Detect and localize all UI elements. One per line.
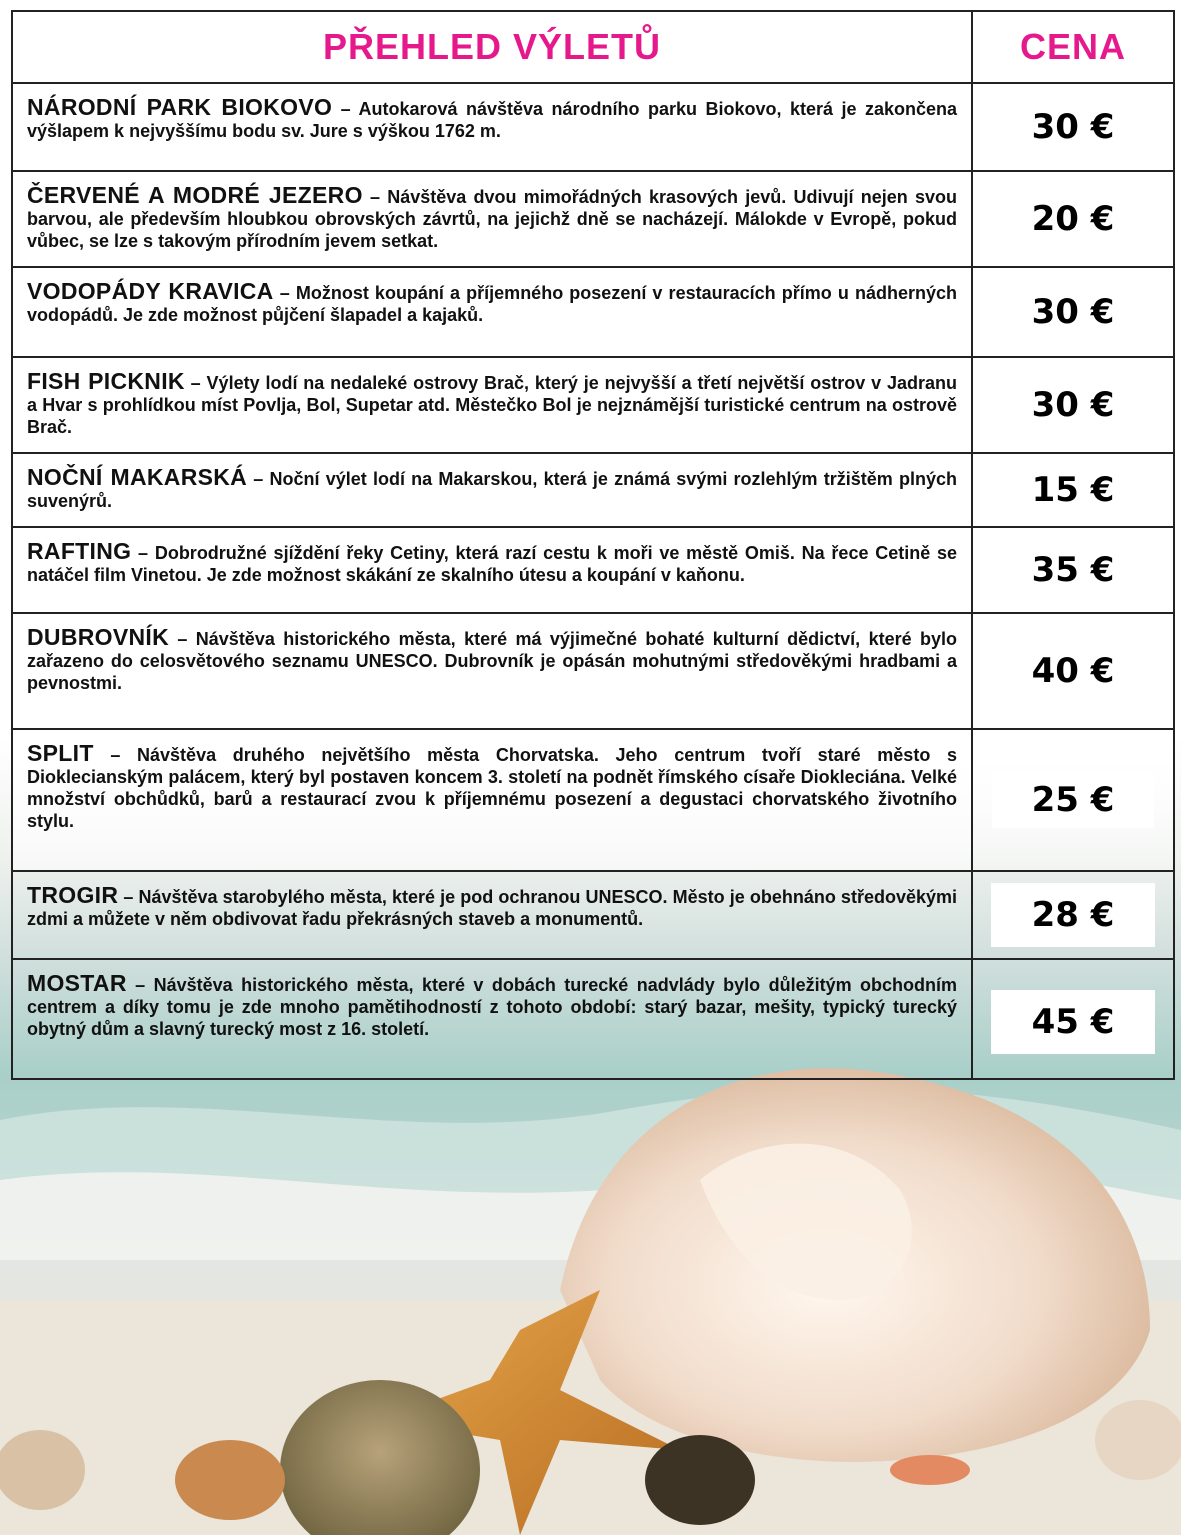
table-row [12, 171, 1174, 267]
trip-name: MOSTAR [27, 970, 127, 996]
trip-description [12, 357, 972, 453]
trip-text: – Návštěva historického města, které má výjimečné bohaté kulturní dědictví, které bylo zařazeno do celosvětového seznamu UNESCO. Dubrovník je opásán mohutnými středověkými hradbami a pevnostmi. [27, 629, 957, 693]
trip-name: DUBROVNÍK [27, 624, 169, 650]
trip-text: – Možnost koupání a příjemného posezení v restauracích přímo u nádherných vodopádů. Je zde možnost půjčení šlapadel a kajaků. [27, 283, 957, 325]
table-row [12, 527, 1174, 613]
trip-price: 35 € [972, 527, 1174, 613]
trip-description [12, 959, 972, 1079]
table-row [12, 453, 1174, 527]
trip-price: 20 € [972, 171, 1174, 267]
table-row [12, 959, 1174, 1079]
trip-price: 15 € [972, 453, 1174, 527]
trip-name: RAFTING [27, 538, 132, 564]
table-row [12, 267, 1174, 357]
trip-price: 40 € [972, 613, 1174, 729]
trip-name: SPLIT [27, 740, 94, 766]
trip-text: – Návštěva starobylého města, které je pod ochranou UNESCO. Město je obehnáno středověkými zdmi a můžete v něm obdivovat řadu překrásných staveb a monumentů. [27, 887, 957, 929]
table-row [12, 83, 1174, 171]
trip-description [12, 83, 972, 171]
table-header-row [12, 11, 1174, 83]
trip-description [12, 871, 972, 959]
trip-text: – Návštěva historického města, které v dobách turecké nadvlády bylo důležitým obchodním centrem a díky tomu je zde mnoho pamětihodností z tohoto období: starý bazar, mešity, typický turecký obytný dům a slavný turecký most z 16. století. [27, 975, 957, 1039]
trip-name: NOČNÍ MAKARSKÁ [27, 464, 248, 490]
table-row [12, 613, 1174, 729]
trip-description [12, 453, 972, 527]
trip-price-cell [972, 871, 1174, 959]
trip-price: 30 € [972, 357, 1174, 453]
table-row [12, 871, 1174, 959]
trip-name: NÁRODNÍ PARK BIOKOVO [27, 94, 333, 120]
table-row [12, 357, 1174, 453]
trip-text: – Noční výlet lodí na Makarskou, která je známá svými rozlehlým tržištěm plných suvenýrů. [27, 469, 958, 511]
trip-description [12, 171, 972, 267]
trip-text: – Návštěva druhého největšího města Chorvatska. Jeho centrum tvoří staré město s Dioklecianským palácem, který byl postaven koncem 3. století na podnět římského císaře Diokleciána. Velké množství obchůdků, barů a restaurací zvou k příjemnému posezení a degustaci chorvatského životního stylu. [27, 745, 957, 831]
price-column-header: CENA [972, 11, 1174, 83]
trip-price: 45 € [991, 990, 1155, 1054]
trip-text: – Výlety lodí na nedaleké ostrovy Brač, který je nejvyšší a třetí největší ostrov v Jadranu a Hvar s prohlídkou míst Povlja, Bol, Supetar atd. Městečko Bol je nejznámější turistické centrum na ostrově Brač. [27, 373, 957, 437]
trip-text: – Návštěva dvou mimořádných krasových jevů. Udivují nejen svou barvou, ale především hloubkou obrovských závrtů, na jejichž dně se nacházejí. Málokde v Evropě, pokud vůbec, se lze s takovým přírodním jevem setkat. [27, 187, 957, 251]
trip-description [12, 267, 972, 357]
trip-price: 30 € [972, 83, 1174, 171]
trip-description [12, 729, 972, 871]
trip-text: – Autokarová návštěva národního parku Biokovo, která je zakončena výšlapem k nejvyššímu bodu sv. Jure s výškou 1762 m. [27, 99, 957, 141]
trip-description [12, 527, 972, 613]
table-title: PŘEHLED VÝLETŮ [12, 11, 972, 83]
trip-text: – Dobrodružné sjíždění řeky Cetiny, která razí cestu k moři ve městě Omiš. Na řece Cetině se natáčel film Vinetou. Je zde možnost skákání ze skalního útesu a koupání v kaňonu. [27, 543, 957, 585]
trip-price-cell [972, 729, 1174, 871]
trip-description [12, 613, 972, 729]
trip-price: 25 € [992, 772, 1155, 828]
trip-overview-table-wrapper [11, 10, 1173, 1080]
trip-overview-table [11, 10, 1175, 1080]
trip-name: VODOPÁDY KRAVICA [27, 278, 274, 304]
table-row [12, 729, 1174, 871]
trip-price: 28 € [991, 883, 1155, 947]
trip-name: FISH PICKNIK [27, 368, 185, 394]
trip-name: ČERVENÉ A MODRÉ JEZERO [27, 182, 363, 208]
trip-price: 30 € [972, 267, 1174, 357]
trip-name: TROGIR [27, 882, 119, 908]
trip-price-cell [972, 959, 1174, 1079]
